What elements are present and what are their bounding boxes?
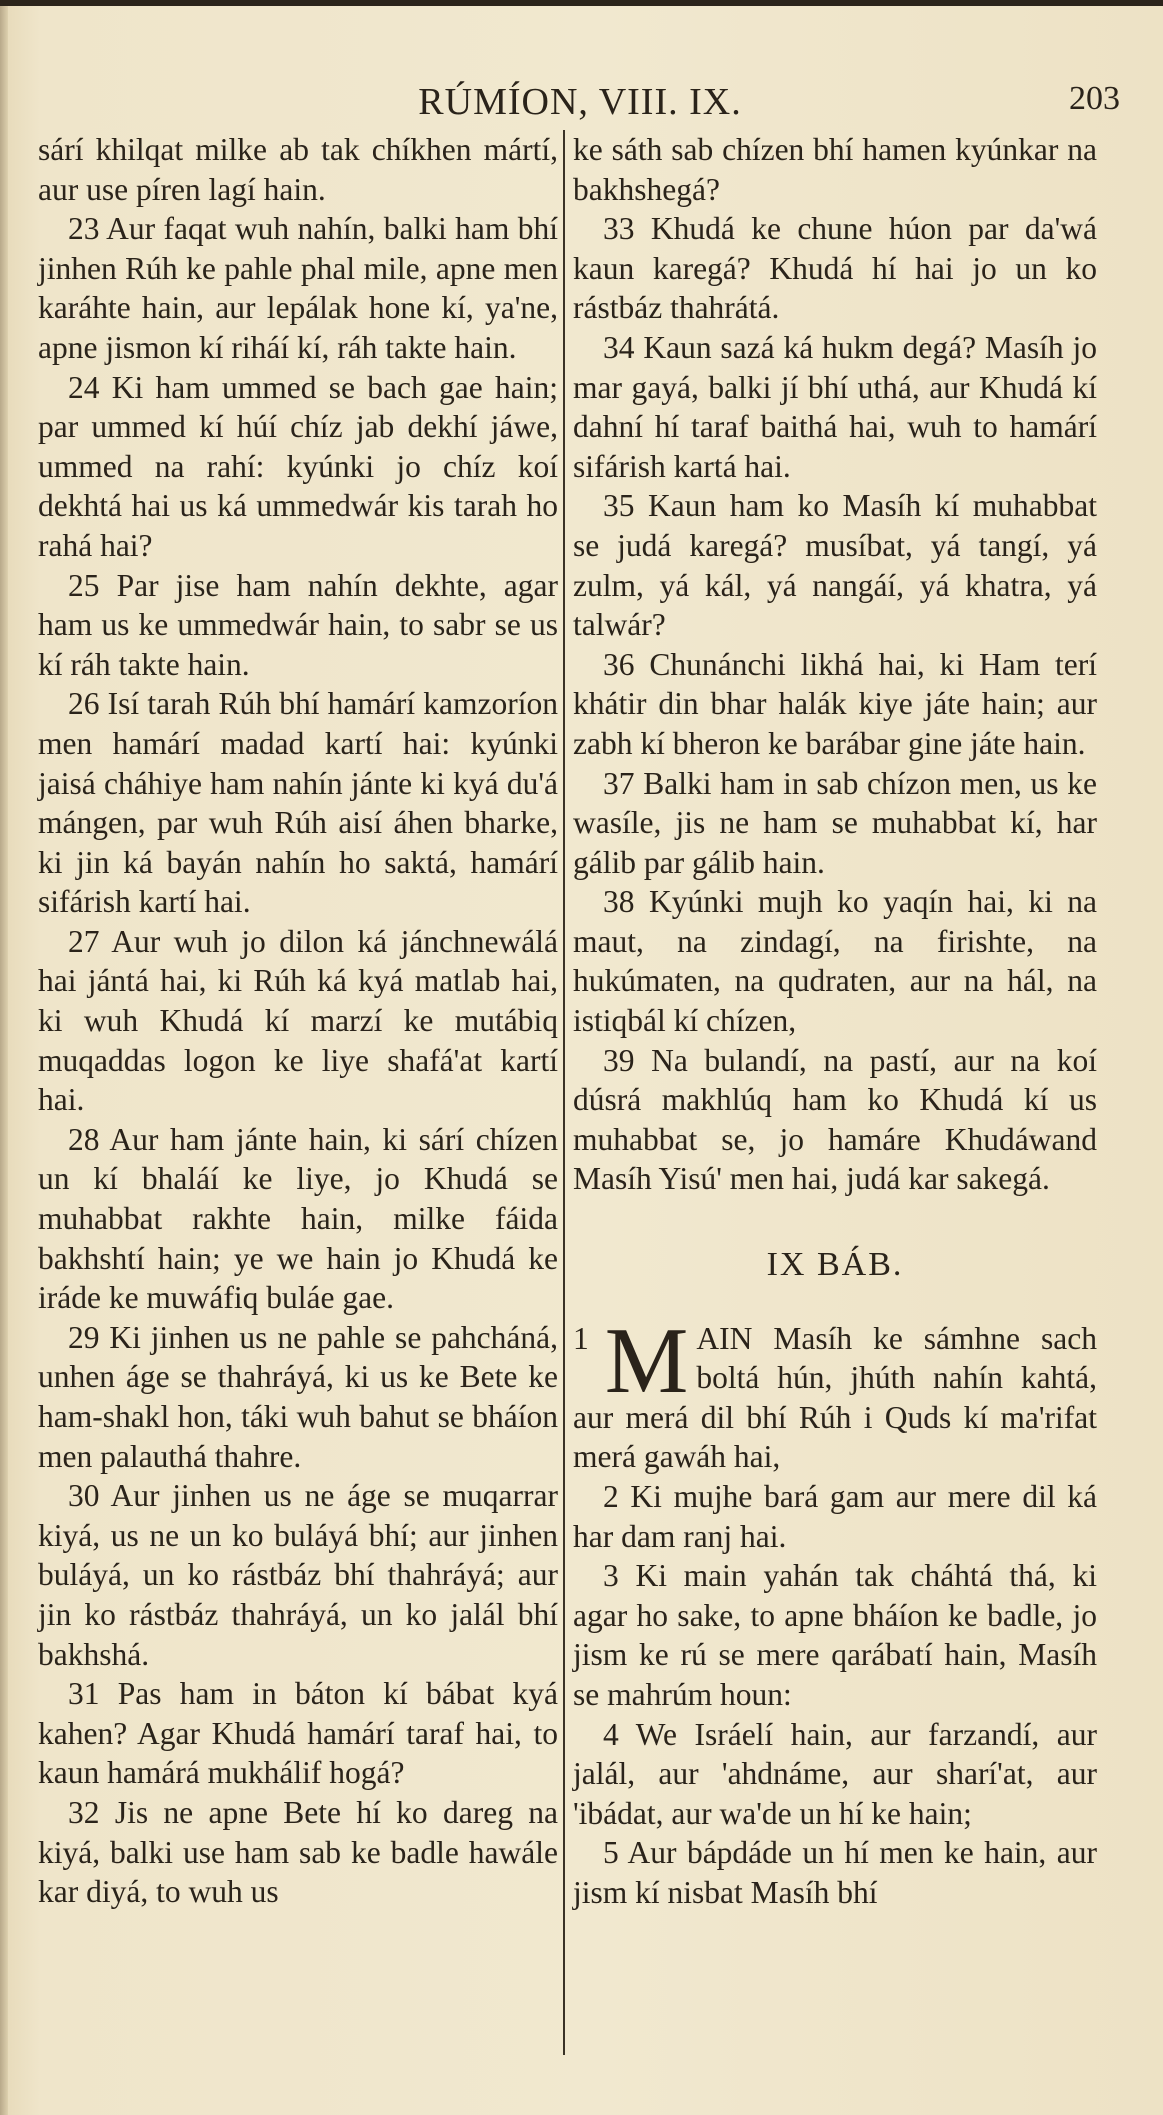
verse-paragraph: 23 Aur faqat wuh nahín, balki ham bhí jinhen Rúh ke pahle phal mile, apne men karáhte hain, aur lepálak hone kí, ya'ne, apne jismon kí riháí kí, ráh takte hain. [38,211,558,365]
verse-paragraph: 29 Ki jinhen us ne pahle se pahcháná, unhen áge se thahráyá, ki us ke Bete ke ham-shakl hon, táki wuh bahut se bháíon men palauthá thahre. [38,1319,558,1474]
verse-paragraph: sárí khilqat milke ab tak chíkhen mártí, aur use píren lagí hain. [38,132,558,207]
running-header [40,80,1120,130]
verse-paragraph: 32 Jis ne apne Bete hí ko dareg na kiyá, balki use ham sab ke badle hawále kar diyá, to wuh us [38,1794,558,1910]
verse-paragraph: 33 Khudá ke chune húon par da'wá kaun karegá? Khudá hí hai jo un ko rástbáz thahrátá. [573,211,1097,326]
verse-paragraph: ke sáth sab chízen bhí hamen kyúnkar na bakhshegá? [573,132,1097,207]
verse-paragraph: 5 Aur bápdáde un hí men ke hain, aur jism kí nisbat Masíh bhí [573,1835,1097,1910]
verse-number: 1 [573,1320,589,1356]
verse-paragraph: 36 Chunánchi likhá hai, ki Ham terí khátir din bhar halák kiye játe hain; aur zabh kí bheron ke barábar gine játe hain. [573,646,1097,761]
verse-paragraph: 38 Kyúnki mujh ko yaqín hai, ki na maut, na zindagí, na firishte, na hukúmaten, na qudraten, aur na hál, na istiqbál kí chízen, [573,884,1097,1039]
first-verse-text: AIN Masíh ke sámhne sach boltá hún, jhúth nahín kahtá, aur merá dil bhí Rúh i Quds kí ma'rifat merá gawáh hai, [573,1320,1097,1475]
verse-paragraph: 3 Ki main yahán tak cháhtá thá, ki agar ho sake, to apne bháíon ke badle, jo jism ke rú se mere qarábatí hain, Masíh se mahrúm houn: [573,1558,1097,1712]
verse-paragraph: 2 Ki mujhe bará gam aur mere dil ká har dam ranj hai. [573,1479,1097,1554]
drop-cap: M [604,1308,689,1413]
page-edge [0,6,8,2115]
verse-paragraph: 24 Ki ham ummed se bach gae hain; par ummed kí húí chíz jab dekhí jáwe, ummed na rahí: kyúnki jo chíz koí dekhtá hai us ká ummedwár kis tarah ho rahá hai? [38,369,558,563]
verse-paragraph: 27 Aur wuh jo dilon ká jánchnewálá hai jántá hai, ki Rúh ká kyá matlab hai, ki wuh Khudá kí marzí ke mutábiq muqaddas logon ke liye shafá'at kartí hai. [38,923,558,1118]
verse-paragraph: 28 Aur ham jánte hain, ki sárí chízen un kí bhaláí ke liye, jo Khudá se muhabbat rakhte hain, milke fáida bakhshtí hain; ye we hain jo Khudá ke iráde ke muwáfiq buláe gae. [38,1121,558,1316]
page-number: 203 [1069,80,1120,117]
verse-paragraph: 34 Kaun sazá ká hukm degá? Masíh jo mar gayá, balki jí bhí uthá, aur Khudá kí dahní hí taraf baithá hai, wuh to hamárí sifárish kartá hai. [573,329,1097,484]
verse-paragraph: 30 Aur jinhen us ne áge se muqarrar kiyá, us ne un ko buláyá bhí; aur jinhen buláyá, un ko rástbáz bhí thahráyá; aur jin ko rástbáz thahráyá, un ko jalál bhí bakhshá. [38,1478,558,1672]
left-column [38,130,558,1912]
first-verse [573,1308,1097,1477]
verse-paragraph: 37 Balki ham in sab chízon men, us ke wasíle, jis ne ham se muhabbat kí, har gálib par gálib hain. [573,765,1097,880]
chapter-heading: IX BÁB. [766,1246,904,1284]
verse-paragraph: 25 Par jise ham nahín dekhte, agar ham us ke ummedwár hain, to sabr se us kí ráh takte hain. [38,567,558,682]
running-title: RÚMÍON, VIII. IX. [418,81,742,123]
top-rule [0,0,1163,6]
verse-paragraph: 26 Isí tarah Rúh bhí hamárí kamzoríon men hamárí madad kartí hai: kyúnki jaisá cháhiye ham nahín jánte ki kyá du'á mángen, par wuh Rúh aisí áhen bharke, ki jin ká bayán nahín ho saktá, hamárí sifárish kartí hai. [38,686,558,920]
column-divider [563,130,565,2055]
verse-paragraph: 39 Na bulandí, na pastí, aur na koí dúsrá makhlúq ham ko Khudá kí us muhabbat se, jo hamáre Khudáwand Masíh Yisú' men hai, judá kar sakegá. [573,1042,1097,1197]
right-column [573,130,1097,1913]
verse-paragraph: 4 We Isráelí hain, aur farzandí, aur jalál, aur 'ahdnáme, aur sharí'at, aur 'ibádat, aur wa'de un hí ke hain; [573,1716,1097,1831]
verse-paragraph: 31 Pas ham in báton kí bábat kyá kahen? Agar Khudá hamárí taraf hai, to kaun hamárá mukhálif hogá? [38,1676,558,1791]
verse-paragraph: 35 Kaun ham ko Masíh kí muhabbat se judá karegá? musíbat, yá tangí, yá zulm, yá kál, yá nangáí, yá khatra, yá talwár? [573,488,1097,643]
